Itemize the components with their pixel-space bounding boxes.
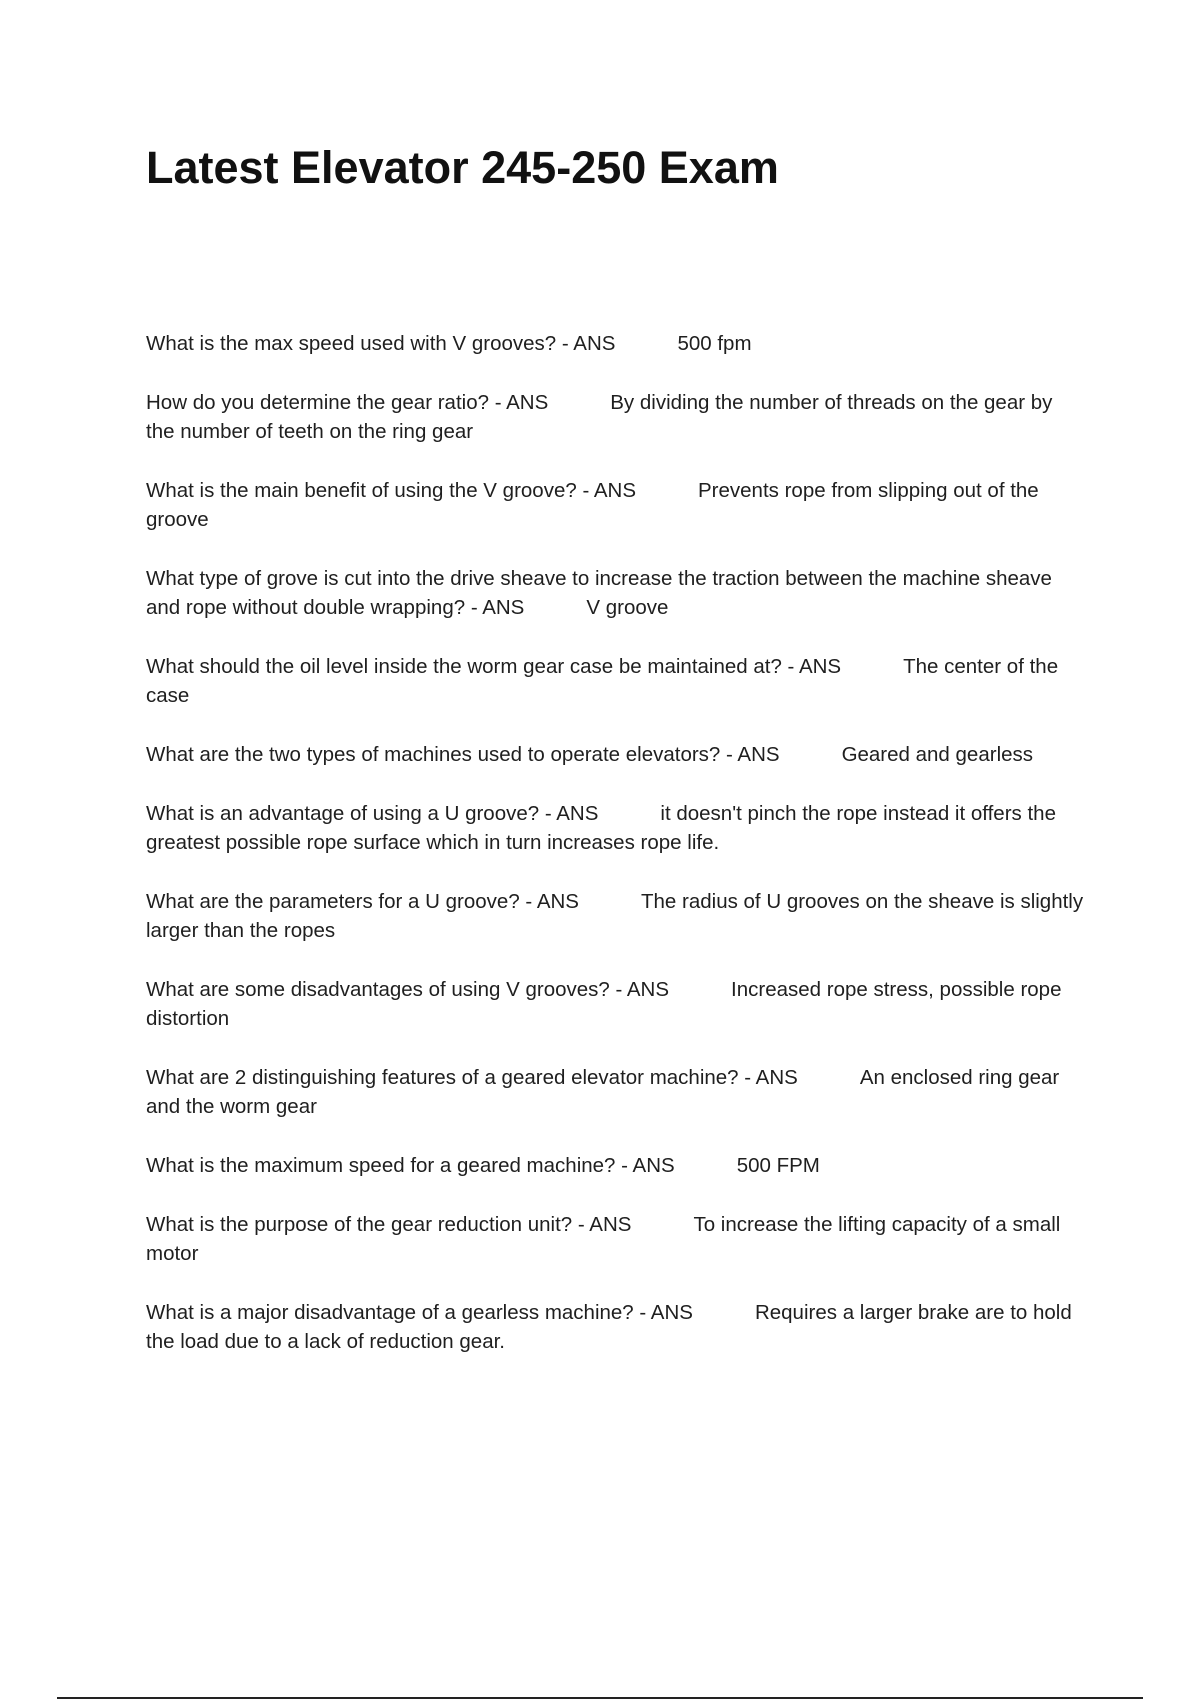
answer-text: it doesn't pinch the rope instead it offers the greatest possible rope surface which in turn increases rope life. [146,802,1056,854]
page-title: Latest Elevator 245-250 Exam [146,142,779,193]
question-text: What are 2 distinguishing features of a geared elevator machine? - ANS [146,1066,798,1089]
qa-list [146,329,1086,1386]
answer-text: V groove [586,596,669,619]
question-text: What are some disadvantages of using V grooves? - ANS [146,978,670,1001]
question-text: What are the parameters for a U groove? - ANS [146,890,579,913]
qa-item-2 [146,388,1086,446]
footer-divider [57,1697,1143,1699]
answer-text: Requires a larger brake are to hold the load due to a lack of reduction gear. [146,1301,1072,1353]
question-text: What is the purpose of the gear reduction unit? - ANS [146,1213,632,1236]
qa-item-7 [146,799,1086,857]
qa-item-1 [146,329,1086,358]
answer-text: Increased rope stress, possible rope distortion [146,978,1062,1030]
question-text: What is the maximum speed for a geared machine? - ANS [146,1154,675,1177]
question-text: What type of grove is cut into the drive sheave to increase the traction between the machine sheave and rope without double wrapping? - ANS [146,567,1052,619]
answer-text: The radius of U grooves on the sheave is slightly larger than the ropes [146,890,1084,942]
question-text: What is the main benefit of using the V groove? - ANS [146,479,636,502]
question-text: What should the oil level inside the worm gear case be maintained at? - ANS [146,655,842,678]
qa-item-13 [146,1298,1086,1356]
question-text: How do you determine the gear ratio? - ANS [146,391,549,414]
answer-text: 500 fpm [677,332,752,355]
answer-text: To increase the lifting capacity of a small motor [146,1213,1061,1265]
answer-text: The center of the case [146,655,1059,707]
qa-item-4 [146,564,1086,622]
qa-item-5 [146,652,1086,710]
question-text: What are the two types of machines used to operate elevators? - ANS [146,743,780,766]
qa-item-6 [146,740,1086,769]
answer-text: Prevents rope from slipping out of the groove [146,479,1039,531]
answer-text: 500 FPM [736,1154,820,1177]
question-text: What is an advantage of using a U groove? - ANS [146,802,599,825]
answer-text: By dividing the number of threads on the gear by the number of teeth on the ring gear [146,391,1053,443]
qa-item-3 [146,476,1086,534]
qa-item-11 [146,1151,1086,1180]
question-text: What is the max speed used with V grooves? - ANS [146,332,616,355]
qa-item-9 [146,975,1086,1033]
answer-text: Geared and gearless [841,743,1034,766]
question-text: What is a major disadvantage of a gearless machine? - ANS [146,1301,693,1324]
qa-item-8 [146,887,1086,945]
qa-item-12 [146,1210,1086,1268]
qa-item-10 [146,1063,1086,1121]
answer-text: An enclosed ring gear and the worm gear [146,1066,1060,1118]
